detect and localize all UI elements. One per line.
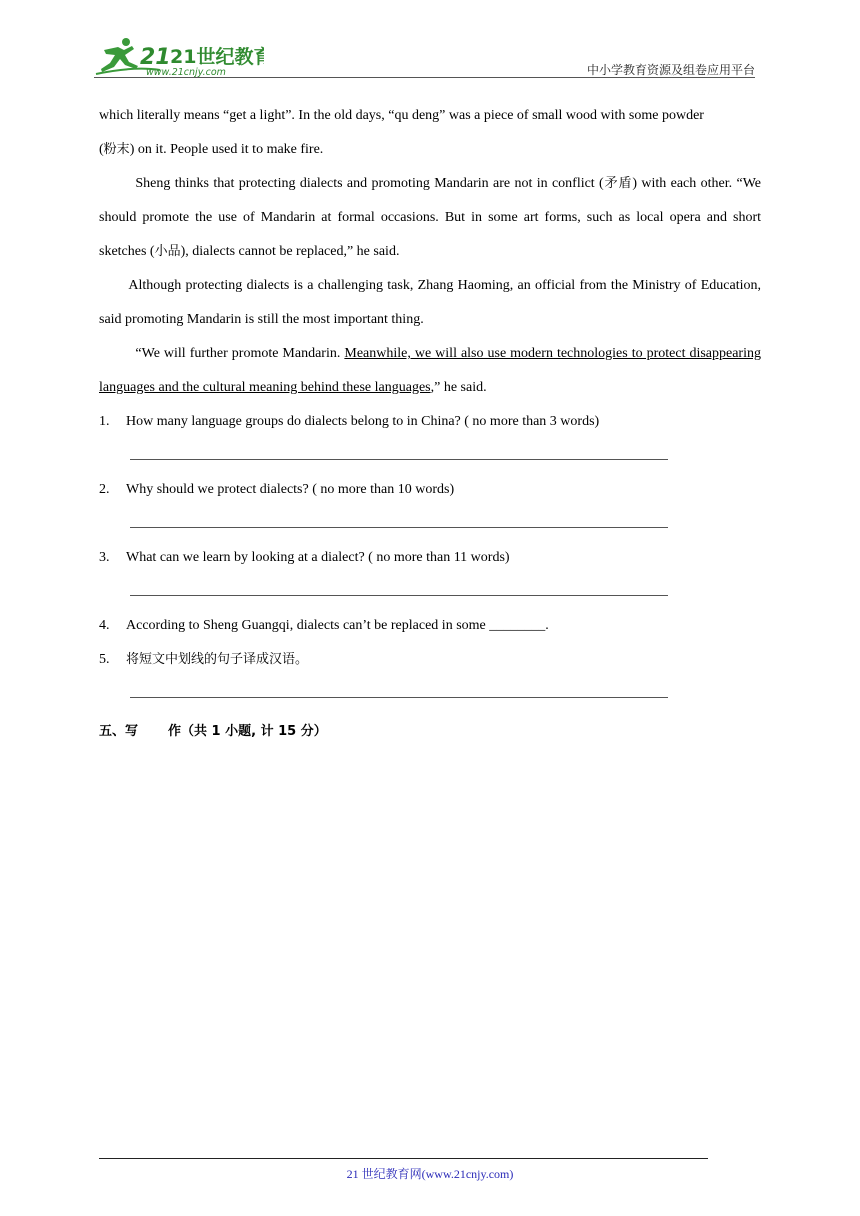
underlined-sentence: Meanwhile, we will also use modern technologies to protect disappearing languages and the cultural meaning behind these languages bbox=[99, 346, 761, 395]
platform-name: 中小学教育资源及组卷应用平台 bbox=[586, 63, 755, 77]
header-divider bbox=[94, 77, 755, 78]
answer-line-2[interactable] bbox=[99, 507, 761, 541]
passage-paragraph-2: Sheng thinks that protecting dialects and promoting Mandarin are not in conflict (矛盾) with each other. “We should promote the use of Mandarin at formal occasions. But in some art forms, such as local opera and short sketches (小品), dialects cannot be replaced,” he said. bbox=[99, 176, 762, 259]
logo-url: www.21cnjy.com bbox=[146, 67, 226, 78]
footer-link[interactable]: 21 世纪教育网(www.21cnjy.com) bbox=[346, 1167, 514, 1181]
question-5: 5. 将短文中划线的句子译成汉语。 bbox=[99, 652, 309, 667]
passage-paragraph-1: which literally means “get a light”. In the old days, “qu deng” was a piece of small wood with some powder (粉末) on it. People used it to make fire. bbox=[99, 108, 704, 157]
answer-line-5[interactable] bbox=[99, 677, 761, 711]
question-4: 4. According to Sheng Guangqi, dialects can’t be replaced in some ________. bbox=[99, 618, 549, 633]
passage-paragraph-3: Although protecting dialects is a challenging task, Zhang Haoming, an official from the Ministry of Education, said promoting Mandarin is still the most important thing. bbox=[99, 278, 761, 327]
site-logo bbox=[94, 36, 264, 78]
answer-line-1[interactable] bbox=[99, 439, 761, 473]
logo-number: 21 bbox=[140, 45, 171, 70]
answer-line-3[interactable] bbox=[99, 575, 761, 609]
passage-paragraph-4: “We will further promote Mandarin. Meanwhile, we will also use modern technologies to protect disappearing languages and the cultural meaning behind these languages,” he said. bbox=[99, 346, 761, 395]
section-heading-writing: 五、写 作（共 1 小题, 计 15 分） bbox=[99, 724, 327, 739]
worksheet-content bbox=[99, 99, 761, 747]
question-2: 2. Why should we protect dialects? ( no more than 10 words) bbox=[99, 482, 455, 497]
footer-divider bbox=[99, 1158, 708, 1159]
logo-text: 21世纪教育 bbox=[170, 46, 264, 68]
question-3: 3. What can we learn by looking at a dialect? ( no more than 11 words) bbox=[99, 550, 510, 565]
question-1: 1. How many language groups do dialects belong to in China? ( no more than 3 words) bbox=[99, 414, 600, 429]
